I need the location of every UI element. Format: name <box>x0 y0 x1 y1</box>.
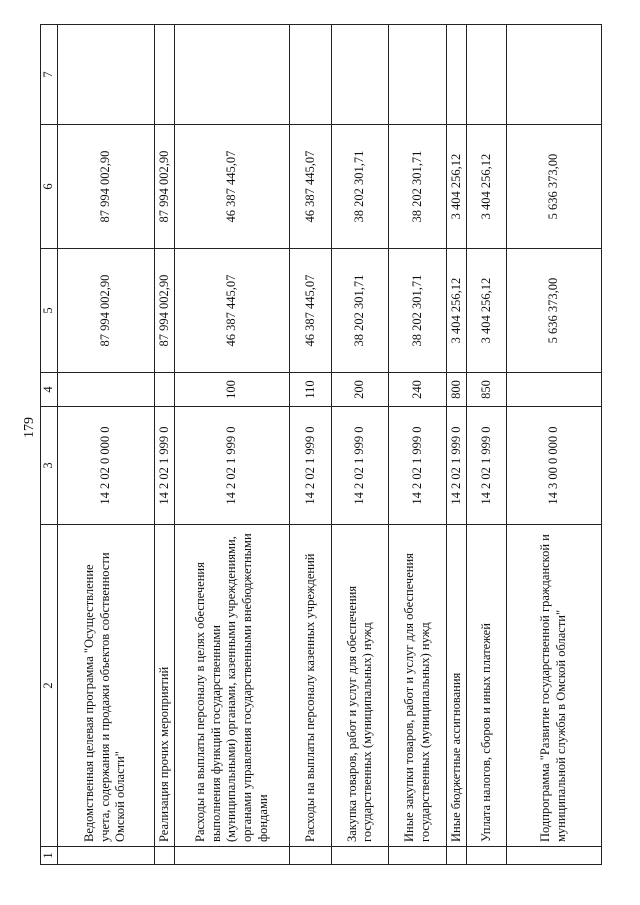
cell-amount-fact: 38 202 301,71 <box>331 125 388 249</box>
table-row <box>446 25 467 865</box>
col-header-3: 3 <box>41 407 58 525</box>
cell-code: 14 2 02 1 999 0 <box>467 407 507 525</box>
cell-col7 <box>467 25 507 125</box>
cell-type: 240 <box>389 373 446 407</box>
cell-code: 14 2 02 1 999 0 <box>154 407 175 525</box>
table-row <box>389 25 446 865</box>
cell-type: 100 <box>175 373 290 407</box>
cell-number <box>446 847 467 865</box>
cell-amount-fact: 5 636 373,00 <box>507 125 602 249</box>
cell-name: Реализация прочих мероприятий <box>154 525 175 847</box>
cell-amount-plan: 87 994 002,90 <box>57 249 154 373</box>
cell-amount-fact: 46 387 445,07 <box>175 125 290 249</box>
cell-amount-plan: 38 202 301,71 <box>331 249 388 373</box>
cell-type: 110 <box>290 373 332 407</box>
rotated-page <box>40 25 602 865</box>
col-header-1: 1 <box>41 847 58 865</box>
cell-number <box>507 847 602 865</box>
cell-type: 850 <box>467 373 507 407</box>
table-row <box>175 25 290 865</box>
cell-number <box>290 847 332 865</box>
page-number: 179 <box>22 417 37 438</box>
cell-code: 14 2 02 1 999 0 <box>290 407 332 525</box>
cell-number <box>57 847 154 865</box>
col-header-7: 7 <box>41 25 58 125</box>
budget-table <box>40 24 602 865</box>
col-header-4: 4 <box>41 373 58 407</box>
cell-name: Иные закупки товаров, работ и услуг для обеспечения государственных (муниципальных) нужд <box>389 525 446 847</box>
cell-name: Расходы на выплаты персоналу в целях обеспечения выполнения функций государственными (муниципальными) органами, казенными учреждениями, органами управления государственными внебюджетными фондами <box>175 525 290 847</box>
cell-col7 <box>446 25 467 125</box>
cell-col7 <box>154 25 175 125</box>
table-row <box>507 25 602 865</box>
table-row <box>331 25 388 865</box>
cell-name: Иные бюджетные ассигнования <box>446 525 467 847</box>
cell-amount-fact: 87 994 002,90 <box>154 125 175 249</box>
table-row <box>467 25 507 865</box>
cell-code: 14 2 02 1 999 0 <box>389 407 446 525</box>
cell-code: 14 2 02 0 000 0 <box>57 407 154 525</box>
cell-code: 14 2 02 1 999 0 <box>446 407 467 525</box>
cell-type: 200 <box>331 373 388 407</box>
cell-number <box>331 847 388 865</box>
cell-type: 800 <box>446 373 467 407</box>
cell-type <box>57 373 154 407</box>
cell-col7 <box>57 25 154 125</box>
cell-amount-plan: 5 636 373,00 <box>507 249 602 373</box>
cell-amount-fact: 87 994 002,90 <box>57 125 154 249</box>
cell-col7 <box>290 25 332 125</box>
cell-code: 14 2 02 1 999 0 <box>175 407 290 525</box>
cell-amount-plan: 87 994 002,90 <box>154 249 175 373</box>
cell-col7 <box>507 25 602 125</box>
cell-amount-plan: 38 202 301,71 <box>389 249 446 373</box>
cell-amount-fact: 3 404 256,12 <box>446 125 467 249</box>
cell-name: Закупка товаров, работ и услуг для обеспечения государственных (муниципальных) нужд <box>331 525 388 847</box>
cell-name: Подпрограмма "Развитие государственной гражданской и муниципальной службы в Омской области" <box>507 525 602 847</box>
cell-amount-fact: 38 202 301,71 <box>389 125 446 249</box>
cell-number <box>389 847 446 865</box>
cell-code: 14 2 02 1 999 0 <box>331 407 388 525</box>
cell-amount-plan: 46 387 445,07 <box>290 249 332 373</box>
col-header-2: 2 <box>41 525 58 847</box>
cell-name: Уплата налогов, сборов и иных платежей <box>467 525 507 847</box>
cell-type <box>154 373 175 407</box>
col-header-6: 6 <box>41 125 58 249</box>
cell-col7 <box>175 25 290 125</box>
cell-amount-plan: 3 404 256,12 <box>467 249 507 373</box>
col-header-5: 5 <box>41 249 58 373</box>
cell-amount-fact: 3 404 256,12 <box>467 125 507 249</box>
cell-type <box>507 373 602 407</box>
table-row <box>57 25 154 865</box>
cell-col7 <box>331 25 388 125</box>
cell-amount-plan: 3 404 256,12 <box>446 249 467 373</box>
cell-amount-fact: 46 387 445,07 <box>290 125 332 249</box>
cell-name: Расходы на выплаты персоналу казенных учреждений <box>290 525 332 847</box>
cell-name: Ведомственная целевая программа "Осуществление учета, содержания и продажи объектов собственности Омской области" <box>57 525 154 847</box>
cell-number <box>154 847 175 865</box>
cell-col7 <box>389 25 446 125</box>
table-row <box>154 25 175 865</box>
cell-code: 14 3 00 0 000 0 <box>507 407 602 525</box>
cell-number <box>467 847 507 865</box>
cell-amount-plan: 46 387 445,07 <box>175 249 290 373</box>
header-row <box>41 25 58 865</box>
cell-number <box>175 847 290 865</box>
table-row <box>290 25 332 865</box>
